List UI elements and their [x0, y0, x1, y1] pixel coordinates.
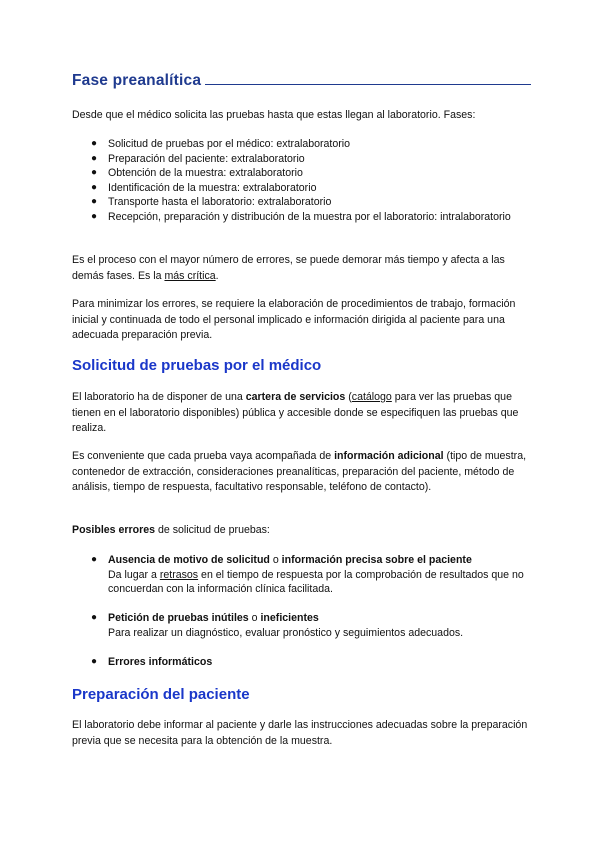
fase-title-text: Fase preanalítica [72, 72, 202, 89]
fases-list [72, 137, 532, 224]
posibles-errores-paragraph: Posibles errores de solicitud de pruebas: [72, 524, 270, 536]
errores-paragraph: Es el proceso con el mayor número de errores, se puede demorar más tiempo y afecta a las demás fases. Es la más crítica. [72, 254, 505, 282]
list-item: ● Recepción, preparación y distribución de la muestra por el laboratorio: intralaboratorio [91, 210, 511, 223]
errores-list [72, 553, 532, 597]
list-item: ● Petición de pruebas inútiles o ineficientes Para realizar un diagnóstico, evaluar pronóstico y seguimientos adecuados. [91, 612, 464, 639]
informacion-paragraph: Es conveniente que cada prueba vaya acompañada de información adicional (tipo de muestra, contenedor de extracción, consideraciones preanalíticas, preparación del paciente, método de análisis, tiempo de respuesta, facultativo responsable, teléfono de contacto). [72, 450, 527, 493]
heading-solicitud: Solicitud de pruebas por el médico [72, 357, 322, 374]
errores-list-3 [72, 655, 532, 670]
minimizar-paragraph: Para minimizar los errores, se requiere la elaboración de procedimientos de trabajo, formación inicial y continuada de todo el personal implicado e información dirigida al paciente para una adecuada preparación previa. [72, 298, 516, 341]
heading-preparacion: Preparación del paciente [72, 686, 250, 703]
list-item: ● Preparación del paciente: extralaboratorio [91, 152, 305, 165]
list-item: ● Ausencia de motivo de solicitud o información precisa sobre el paciente Da lugar a retrasos en el tiempo de respuesta por la comprobación de resultados que no concuerdan con la información clínica facilitada. [91, 554, 524, 595]
intro-paragraph: Desde que el médico solicita las pruebas hasta que estas llegan al laboratorio. Fases: [72, 109, 476, 121]
errores-list-2 [72, 611, 532, 640]
list-item: ● Transporte hasta el laboratorio: extralaboratorio [91, 196, 332, 208]
list-item: ● Obtención de la muestra: extralaboratorio [91, 167, 303, 179]
list-item: ● Errores informáticos [91, 656, 213, 668]
list-item: ● Identificación de la muestra: extralaboratorio [91, 181, 317, 194]
section-title-fase-preanalitica [72, 72, 531, 90]
list-item: ● Solicitud de pruebas por el médico: extralaboratorio [91, 138, 351, 150]
cartera-paragraph: El laboratorio ha de disponer de una cartera de servicios (catálogo para ver las pruebas que tienen en el laboratorio disponibles) pública y accesible donde se especifiquen las pruebas que realiza. [72, 391, 519, 434]
preparacion-paragraph: El laboratorio debe informar al paciente y darle las instrucciones adecuadas sobre la preparación previa que se necesita para la obtención de la muestra. [72, 719, 528, 747]
title-underline-rule [205, 72, 531, 85]
